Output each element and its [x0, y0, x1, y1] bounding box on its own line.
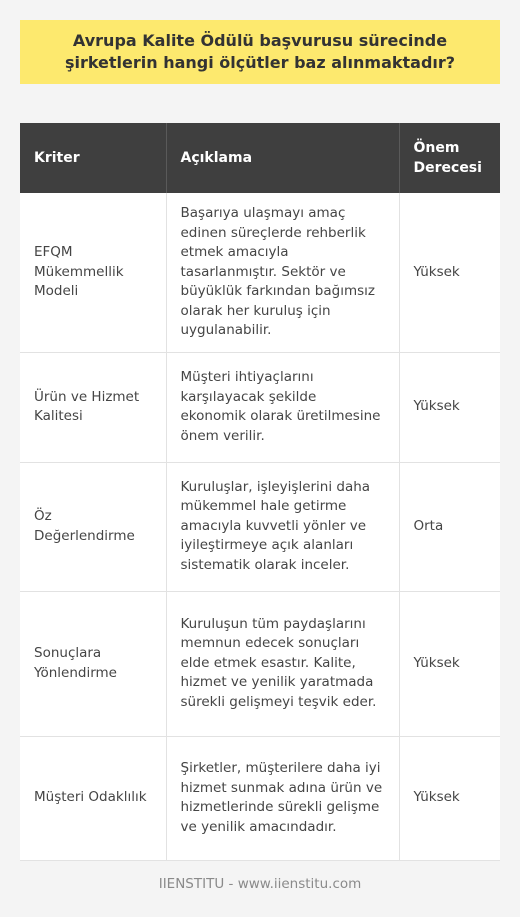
- importance-cell: Yüksek: [399, 193, 500, 352]
- importance-cell: Yüksek: [399, 591, 500, 736]
- table-row: [20, 352, 500, 462]
- footer-credit: IIENSTITU - www.iienstitu.com: [158, 876, 362, 892]
- table-row: [20, 736, 500, 860]
- table-row: [20, 462, 500, 591]
- importance-cell: Orta: [399, 462, 500, 591]
- description-cell: Müşteri ihtiyaçlarını karşılayacak şekilde ekonomik olarak üretilmesine önem verilir.: [166, 352, 399, 462]
- criterion-cell: Sonuçlara Yönlendirme: [20, 591, 166, 736]
- importance-cell: Yüksek: [399, 736, 500, 860]
- description-cell: Başarıya ulaşmayı amaç edinen süreçlerde rehberlik etmek amacıyla tasarlanmıştır. Sektör ve büyüklük farkından bağımsız olarak her kuruluş için uygulanabilir.: [166, 193, 399, 352]
- column-header-importance: Önem Derecesi: [399, 123, 500, 193]
- criterion-cell: Öz Değerlendirme: [20, 462, 166, 591]
- title-banner: [20, 20, 500, 84]
- column-header-criterion: Kriter: [20, 123, 166, 193]
- criteria-table: [20, 123, 500, 861]
- criterion-cell: EFQM Mükemmellik Modeli: [20, 193, 166, 352]
- description-cell: Kuruluşlar, işleyişlerini daha mükemmel hale getirme amacıyla kuvvetli yönler ve iyileştirmeye açık alanları sistematik olarak inceler.: [166, 462, 399, 591]
- table-row: [20, 591, 500, 736]
- table-header-row: [20, 123, 500, 193]
- criteria-table-container: [20, 123, 500, 861]
- criterion-cell: Ürün ve Hizmet Kalitesi: [20, 352, 166, 462]
- criterion-cell: Müşteri Odaklılık: [20, 736, 166, 860]
- table-row: [20, 193, 500, 352]
- page-title: Avrupa Kalite Ödülü başvurusu sürecinde şirketlerin hangi ölçütler baz alınmaktadır?: [64, 31, 456, 72]
- importance-cell: Yüksek: [399, 352, 500, 462]
- column-header-description: Açıklama: [166, 123, 399, 193]
- description-cell: Şirketler, müşterilere daha iyi hizmet sunmak adına ürün ve hizmetlerinde sürekli gelişme ve yenilik amacındadır.: [166, 736, 399, 860]
- description-cell: Kuruluşun tüm paydaşlarını memnun edecek sonuçları elde etmek esastır. Kalite, hizmet ve yenilik yaratmada sürekli gelişmeyi teşvik eder.: [166, 591, 399, 736]
